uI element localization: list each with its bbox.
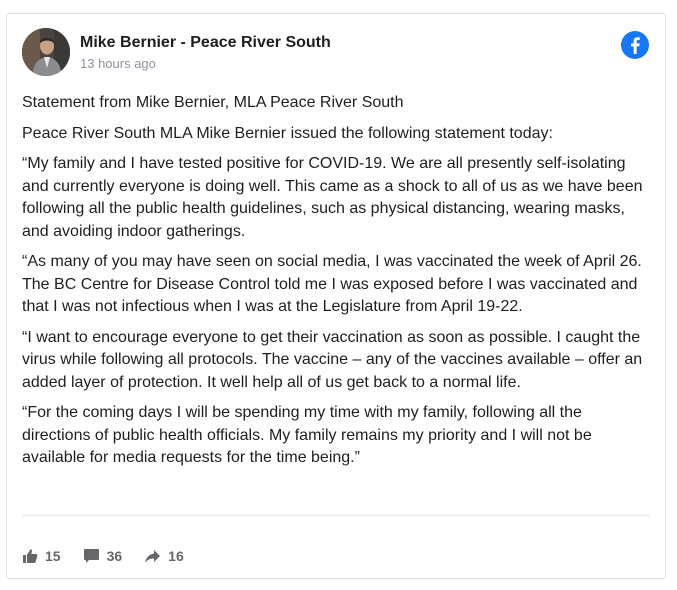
divider	[22, 515, 650, 516]
comment-count: 36	[106, 548, 123, 564]
post-paragraph: Peace River South MLA Mike Bernier issued the following statement today:	[22, 124, 553, 142]
post-header	[22, 28, 650, 78]
comment-bubble-icon	[83, 548, 100, 564]
comment-stat[interactable]	[83, 548, 123, 564]
post-timestamp[interactable]: 13 hours ago	[80, 56, 156, 71]
post-paragraph: “My family and I have tested positive for COVID-19. We are all presently self-isolating and currently everyone is doing well. This came as a shock to all of us as we have been following all the public health guidelines, such as physical distancing, wearing masks, and avoiding indoor gatherings.	[22, 155, 643, 240]
post-paragraph: “As many of you may have seen on social media, I was vaccinated the week of April 26. The BC Centre for Disease Control told me I was exposed before I was vaccinated and that I was not infectious when I was at the Legislature from April 19-22.	[22, 253, 642, 315]
post-paragraph: Statement from Mike Bernier, MLA Peace River South	[22, 94, 404, 111]
avatar-photo	[22, 28, 70, 76]
share-arrow-icon	[144, 548, 161, 564]
share-count: 16	[168, 548, 184, 564]
like-stat[interactable]	[22, 548, 61, 564]
thumbs-up-icon	[22, 548, 38, 564]
post-paragraph: “For the coming days I will be spending my time with my family, following all the directions of public health officials. My family remains my priority and I will not be available for media requests for the time being.”	[22, 404, 592, 466]
post-paragraph: “I want to encourage everyone to get their vaccination as soon as possible. I caught the virus while following all protocols. The vaccine – any of the vaccines available – offer an added layer of protection. It well help all of us get back to a normal life.	[22, 328, 643, 391]
author-name[interactable]: Mike Bernier - Peace River South	[80, 34, 331, 51]
like-count: 15	[45, 548, 61, 564]
facebook-icon[interactable]	[620, 30, 650, 60]
avatar[interactable]	[22, 28, 70, 76]
post-stats-bar	[22, 544, 206, 568]
post-card	[6, 13, 666, 579]
share-stat[interactable]	[144, 548, 184, 564]
post-body	[22, 92, 650, 478]
